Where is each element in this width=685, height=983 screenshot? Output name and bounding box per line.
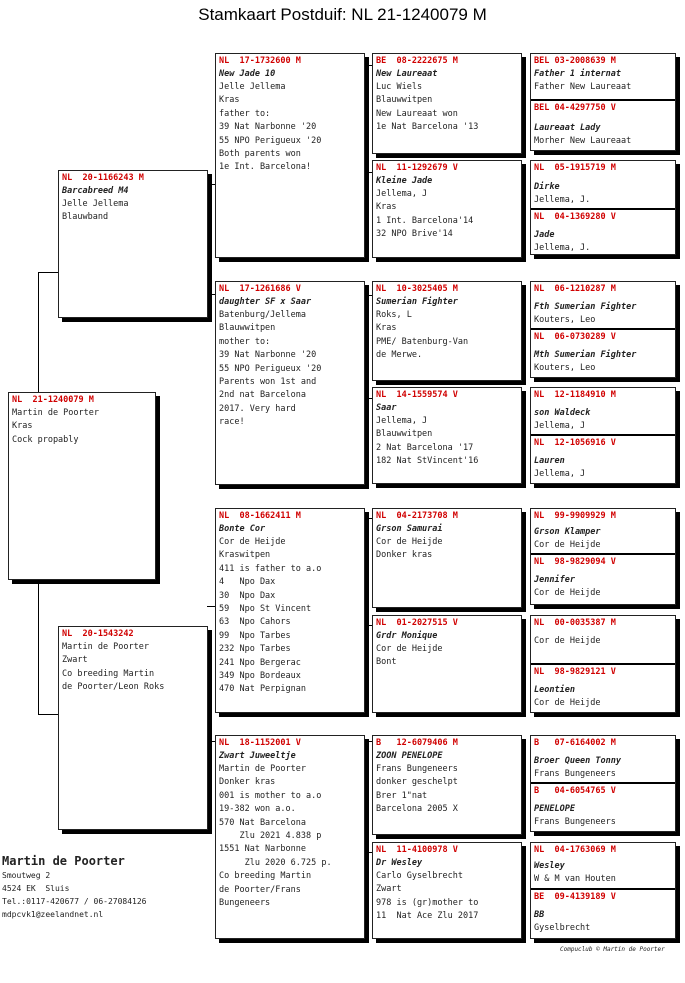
info-line: 570 Nat Barcelona <box>219 817 306 828</box>
info-line: Zlu 2021 4.838 p <box>219 831 322 842</box>
info-line: 2017. Very hard <box>219 403 296 414</box>
info-line: Blauwwitpen <box>376 95 433 106</box>
pigeon-name: Mth Sumerian Fighter <box>534 350 637 360</box>
info-line: Cor de Heijde <box>534 698 601 708</box>
info-line: Frans Bungeneers <box>376 764 458 774</box>
info-line: 1 Int. Barcelona'14 <box>376 215 474 226</box>
info-line: Jellema, J <box>376 416 428 426</box>
info-line: W & M van Houten <box>534 874 616 884</box>
ring-number: NL 12-1056916 V <box>534 438 616 448</box>
mff-card <box>372 508 522 608</box>
ring-number: BEL 03-2008639 M <box>534 56 616 66</box>
info-line: donker geschelpt <box>376 777 458 788</box>
footer-credit: Compuclub © Martin de Poorter <box>560 946 665 953</box>
info-line: Roks, L <box>376 310 412 320</box>
info-line: 232 Npo Tarbes <box>219 644 291 655</box>
pigeon-name: ZOON PENELOPE <box>376 751 443 761</box>
owner-email: mdpcvk1@zeelandnet.nl <box>2 910 104 919</box>
g4-pair-card <box>530 387 676 484</box>
info-line: 349 Npo Bordeaux <box>219 671 301 682</box>
page-title: Stamkaart Postduif: NL 21-1240079 M <box>198 5 487 24</box>
connector-line <box>38 272 39 394</box>
ring-number: NL 11-4100978 V <box>376 845 458 855</box>
pigeon-name: Jade <box>534 230 555 240</box>
info-line: Blauwwitpen <box>219 323 276 334</box>
info-line: 59 Npo St Vincent <box>219 604 312 615</box>
info-line: 470 Nat Perpignan <box>219 684 306 695</box>
mmm-card <box>372 842 522 939</box>
info-line: Jellema, J <box>534 421 586 431</box>
info-line: 1e Nat Barcelona '13 <box>376 122 479 133</box>
pigeon-name: Broer Queen Tonny <box>534 756 621 766</box>
info-line: Cor de Heijde <box>534 540 601 550</box>
g4-pair-card <box>530 735 676 832</box>
g4-pair-card <box>530 160 676 255</box>
pigeon-name: Saar <box>376 403 397 413</box>
info-line: Bont <box>376 657 397 668</box>
info-line: 99 Npo Tarbes <box>219 630 291 641</box>
owner-phone: Tel.:0117-420677 / 06-27084126 <box>2 897 147 906</box>
connector-line <box>38 272 60 273</box>
owner-postcode: 4524 EK Sluis <box>2 884 70 893</box>
connector-line <box>38 580 39 714</box>
info-line: 63 Npo Cahors <box>219 617 291 628</box>
info-line: Cock propably <box>12 434 79 445</box>
ring-number: NL 20-1166243 M <box>62 173 144 183</box>
info-line: de Merwe. <box>376 350 423 361</box>
connector-line <box>364 625 372 626</box>
pigeon-name: Sumerian Fighter <box>376 297 458 307</box>
connector-line <box>364 398 372 399</box>
pigeon-name: BB <box>534 910 545 920</box>
ring-number: NL 00-0035387 M <box>534 618 616 628</box>
connector-line <box>207 294 215 295</box>
card-divider <box>531 553 675 555</box>
info-line: 182 Nat StVincent'16 <box>376 456 479 467</box>
mother-card <box>58 626 208 830</box>
card-divider <box>531 328 675 330</box>
info-line: Kras <box>12 421 33 432</box>
info-line: 39 Nat Narbonne '20 <box>219 122 317 133</box>
pigeon-name: Bonte Cor <box>219 524 266 534</box>
info-line: PME/ Batenburg-Van <box>376 336 469 347</box>
info-line: Jellema, J. <box>534 195 591 205</box>
owner-block <box>2 853 147 921</box>
ring-number: NL 18-1152001 V <box>219 738 301 748</box>
ring-number: NL 99-9909929 M <box>534 511 616 521</box>
card-divider <box>531 663 675 665</box>
info-line: Frans Bungeneers <box>534 769 616 779</box>
info-line: 19-382 won a.o. <box>219 804 296 815</box>
info-line: Barcelona 2005 X <box>376 804 458 815</box>
info-line: 2 Nat Barcelona '17 <box>376 442 474 453</box>
info-line: de Poorter/Frans <box>219 884 301 895</box>
pigeon-name: Jennifer <box>534 575 575 585</box>
info-line: Martin de Poorter <box>219 764 306 774</box>
info-line: Kouters, Leo <box>534 315 596 325</box>
pigeon-name: Grdr Monique <box>376 631 438 641</box>
info-line: 11 Nat Ace Zlu 2017 <box>376 911 479 922</box>
info-line: Martin de Poorter <box>12 408 99 418</box>
connector-line <box>38 714 60 715</box>
pigeon-name: Zwart Juweeltje <box>219 751 296 761</box>
info-line: Kras <box>376 202 397 213</box>
ring-number: NL 17-1261686 V <box>219 284 301 294</box>
ring-number: NL 21-1240079 M <box>12 395 94 405</box>
info-line: 4 Npo Dax <box>219 577 276 588</box>
info-line: 1551 Nat Narbonne <box>219 844 306 855</box>
info-line: Donker kras <box>376 550 433 561</box>
info-line: Martin de Poorter <box>62 642 149 652</box>
connector-line <box>207 184 215 185</box>
info-line: 001 is mother to a.o <box>219 790 322 801</box>
pigeon-name: Fth Sumerian Fighter <box>534 302 637 312</box>
info-line: Kraswitpen <box>219 550 271 561</box>
ring-number: NL 06-1210287 M <box>534 284 616 294</box>
connector-line <box>364 172 372 173</box>
connector-line <box>364 65 372 66</box>
ring-number: NL 12-1184910 M <box>534 390 616 400</box>
info-line: father to: <box>219 108 271 119</box>
ring-number: NL 11-1292679 V <box>376 163 458 173</box>
g4-pair-card <box>530 615 676 713</box>
ring-number: BE 09-4139189 V <box>534 892 616 902</box>
g4-pair-card <box>530 53 676 151</box>
info-line: Parents won 1st and <box>219 377 317 388</box>
pigeon-name: New Jade 10 <box>219 69 276 79</box>
info-line: Bungeneers <box>219 898 271 909</box>
ring-number: NL 98-9829121 V <box>534 667 616 677</box>
card-divider <box>531 782 675 784</box>
ring-number: NL 08-1662411 M <box>219 511 301 521</box>
info-line: Jellema, J. <box>534 243 591 253</box>
ring-number: BE 08-2222675 M <box>376 56 458 66</box>
owner-address: Smoutweg 2 <box>2 871 51 880</box>
card-divider <box>531 888 675 890</box>
pigeon-name: Lauren <box>534 456 565 466</box>
info-line: 2nd nat Barcelona <box>219 390 306 401</box>
ring-number: NL 20-1543242 <box>62 629 134 639</box>
connector-line <box>207 606 215 607</box>
info-line: Luc Wiels <box>376 82 423 92</box>
ring-number: NL 01-2027515 V <box>376 618 458 628</box>
info-line: Cor de Heijde <box>534 588 601 598</box>
pigeon-name: PENELOPE <box>534 804 575 814</box>
mm-card <box>215 735 365 939</box>
card-divider <box>531 99 675 101</box>
info-line: Jellema, J <box>376 189 428 199</box>
mfm-card <box>372 615 522 713</box>
info-line: 241 Npo Bergerac <box>219 657 301 668</box>
info-line: Carlo Gyselbrecht <box>376 871 463 881</box>
info-line: 1e Int. Barcelona! <box>219 162 312 173</box>
owner-name: Martin de Poorter <box>2 854 125 868</box>
pigeon-name: Grson Klamper <box>534 527 601 537</box>
info-line: 39 Nat Narbonne '20 <box>219 350 317 361</box>
connector-line <box>364 518 372 519</box>
info-line: Zlu 2020 6.725 p. <box>219 857 332 868</box>
connector-line <box>364 295 372 296</box>
info-line: Kouters, Leo <box>534 363 596 373</box>
info-line: Donker kras <box>219 777 276 788</box>
pigeon-name: Barcabreed M4 <box>62 186 129 196</box>
ring-number: BEL 04-4297750 V <box>534 103 616 113</box>
info-line: 32 NPO Brive'14 <box>376 229 453 240</box>
info-line: Co breeding Martin <box>62 668 155 679</box>
ring-number: NL 98-9829094 V <box>534 557 616 567</box>
ring-number: NL 04-1763069 M <box>534 845 616 855</box>
ring-number: NL 17-1732600 M <box>219 56 301 66</box>
info-line: Frans Bungeneers <box>534 817 616 827</box>
info-line: Co breeding Martin <box>219 871 312 882</box>
pigeon-name: Father 1 internat <box>534 69 621 79</box>
fff-card <box>372 53 522 154</box>
info-line: Father New Laureaat <box>534 82 632 92</box>
info-line: 55 NPO Perigueux '20 <box>219 363 322 374</box>
pigeon-name: Leontien <box>534 685 575 695</box>
info-line: Zwart <box>62 655 88 666</box>
ring-number: NL 10-3025405 M <box>376 284 458 294</box>
info-line: Jelle Jellema <box>219 82 286 92</box>
ff-card <box>215 53 365 258</box>
info-line: Brer 1"nat <box>376 790 428 801</box>
info-line: Zwart <box>376 884 402 895</box>
info-line: Cor de Heijde <box>376 644 443 654</box>
info-line: Batenburg/Jellema <box>219 310 306 320</box>
info-line: Kras <box>376 323 397 334</box>
g4-pair-card <box>530 842 676 939</box>
info-line: Cor de Heijde <box>219 537 286 547</box>
info-line: Cor de Heijde <box>376 537 443 547</box>
info-line: Gyselbrecht <box>534 923 591 933</box>
info-line: Kras <box>219 95 240 106</box>
connector-line <box>364 852 372 853</box>
father-card <box>58 170 208 318</box>
card-divider <box>531 434 675 436</box>
info-line: Jellema, J <box>534 469 586 479</box>
fmf-card <box>372 281 522 381</box>
info-line: Blauwwitpen <box>376 429 433 440</box>
ring-number: B 12-6079406 M <box>376 738 458 748</box>
ring-number: NL 14-1559574 V <box>376 390 458 400</box>
fmm-card <box>372 387 522 484</box>
info-line: 978 is (gr)mother to <box>376 897 479 908</box>
g4-pair-card <box>530 508 676 605</box>
info-line: New Laureaat won <box>376 108 458 119</box>
info-line: 411 is father to a.o <box>219 563 322 574</box>
info-line: Cor de Heijde <box>534 636 601 646</box>
info-line: 30 Npo Dax <box>219 590 276 601</box>
pigeon-name: son Waldeck <box>534 408 591 418</box>
ring-number: B 04-6054765 V <box>534 786 616 796</box>
info-line: Both parents won <box>219 149 301 160</box>
mf-card <box>215 508 365 713</box>
ring-number: B 07-6164002 M <box>534 738 616 748</box>
connector-line <box>207 741 215 742</box>
g4-pair-card <box>530 281 676 378</box>
pigeon-name: daughter SF x Saar <box>219 297 312 307</box>
info-line: mother to: <box>219 336 271 347</box>
pigeon-name: Kleine Jade <box>376 176 433 186</box>
info-line: de Poorter/Leon Roks <box>62 682 165 693</box>
ring-number: NL 04-2173708 M <box>376 511 458 521</box>
subject-pigeon-card <box>8 392 156 580</box>
ring-number: NL 05-1915719 M <box>534 163 616 173</box>
ffm-card <box>372 160 522 258</box>
pigeon-name: Laureaat Lady <box>534 123 601 133</box>
mmf-card <box>372 735 522 835</box>
connector-line <box>364 741 372 742</box>
info-line: race! <box>219 417 245 428</box>
ring-number: NL 04-1369280 V <box>534 212 616 222</box>
pigeon-name: Dirke <box>534 182 560 192</box>
card-divider <box>531 208 675 210</box>
pigeon-name: New Laureaat <box>376 69 438 79</box>
pigeon-name: Grson Samurai <box>376 524 443 534</box>
info-line: Blauwband <box>62 212 109 223</box>
pigeon-name: Wesley <box>534 861 565 871</box>
info-line: 55 NPO Perigueux '20 <box>219 135 322 146</box>
info-line: Jelle Jellema <box>62 199 129 209</box>
ring-number: NL 06-0730289 V <box>534 332 616 342</box>
fm-card <box>215 281 365 485</box>
info-line: Morher New Laureaat <box>534 136 632 146</box>
pigeon-name: Dr Wesley <box>376 858 423 868</box>
